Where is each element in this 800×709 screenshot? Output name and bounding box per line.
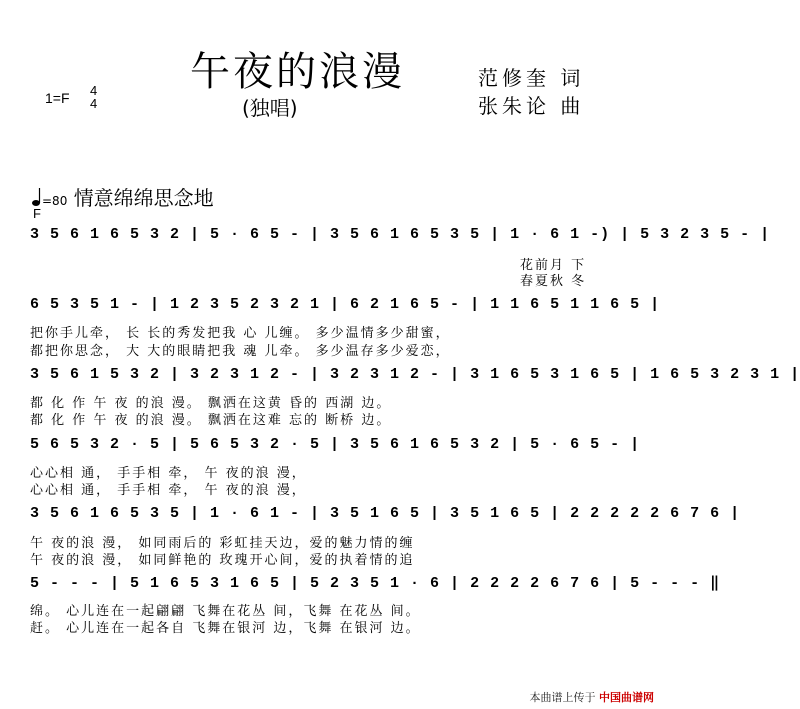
notation-row: 3 5 6 1 6 5 3 2 | 5 · 6 5 - | 3 5 6 1 6 5 3 5 | 1 · 6 1 -) | 5 3 2 3 5 - | [30, 226, 771, 243]
notation-row: 6 5 3 5 1 - | 1 2 3 5 2 3 2 1 | 6 2 1 6 5 - | 1 1 6 5 1 1 6 5 | [30, 296, 661, 313]
lyric-line: 春夏秋 冬 [520, 274, 587, 289]
lyric-line: 都 化 作 午 夜 的浪 漫。 飘洒在这黄 昏的 西湖 边。 [30, 396, 392, 411]
tempo-line [32, 182, 214, 211]
time-signature-bottom: 4 [90, 96, 98, 111]
lyric-line: 赶。 心儿连在一起各自 飞舞在银河 边，飞舞 在银河 边。 [30, 621, 421, 636]
lyric-line: 心心相 通， 手手相 牵， 午 夜的浪 漫， [30, 466, 307, 481]
lyricist-credit: 范修奎 词 [478, 66, 585, 90]
lyric-line: 午 夜的浪 漫， 如同雨后的 彩虹挂天边，爱的魅力情的缠 [30, 536, 415, 551]
chord-symbol: F [33, 206, 41, 221]
footer-brand-logo[interactable]: 中国曲谱网 [599, 691, 654, 704]
song-subtitle: (独唱) [242, 96, 298, 120]
lyric-line: 午 夜的浪 漫， 如同鲜艳的 玫瑰开心间，爱的执着情的追 [30, 553, 415, 568]
notation-row: 3 5 6 1 5 3 2 | 3 2 3 1 2 - | 3 2 3 1 2 - | 3 1 6 5 3 1 6 5 | 1 6 5 3 2 3 1 | [30, 366, 800, 383]
quarter-note-icon [32, 187, 42, 207]
expression-mark: 情意绵绵思念地 [73, 186, 214, 210]
lyric-line: 都 化 作 午 夜 的浪 漫。 飘洒在这难 忘的 断桥 边。 [30, 413, 392, 428]
lyric-line: 花前月 下 [520, 258, 587, 273]
key-signature: 1=F [45, 90, 70, 106]
notation-row: 5 - - - | 5 1 6 5 3 1 6 5 | 5 2 3 5 1 · 6 | 2 2 2 2 6 7 6 | 5 - - - ‖ [30, 575, 721, 592]
tempo-value: =80 [42, 194, 68, 208]
lyric-line: 都把你思念， 大 大的眼睛把我 魂 儿牵。 多少温存多少爱恋， [30, 344, 451, 359]
notation-row: 3 5 6 1 6 5 3 5 | 1 · 6 1 - | 3 5 1 6 5 | 3 5 1 6 5 | 2 2 2 2 2 6 7 6 | [30, 505, 741, 522]
notation-row: 5 6 5 3 2 · 5 | 5 6 5 3 2 · 5 | 3 5 6 1 6 5 3 2 | 5 · 6 5 - | [30, 436, 641, 453]
composer-credit: 张朱论 曲 [478, 94, 585, 118]
time-signature-top: 4 [90, 83, 98, 98]
song-title: 午夜的浪漫 [190, 49, 405, 95]
footer-credit [530, 689, 655, 705]
lyric-line: 心心相 通， 手手相 牵， 午 夜的浪 漫， [30, 483, 307, 498]
footer-prefix: 本曲谱上传于 [529, 691, 596, 704]
time-signature [90, 84, 97, 110]
lyric-line: 把你手儿牵， 长 长的秀发把我 心 儿缠。 多少温情多少甜蜜， [30, 326, 451, 341]
lyric-line: 绵。 心儿连在一起翩翩 飞舞在花丛 间，飞舞 在花丛 间。 [30, 604, 421, 619]
